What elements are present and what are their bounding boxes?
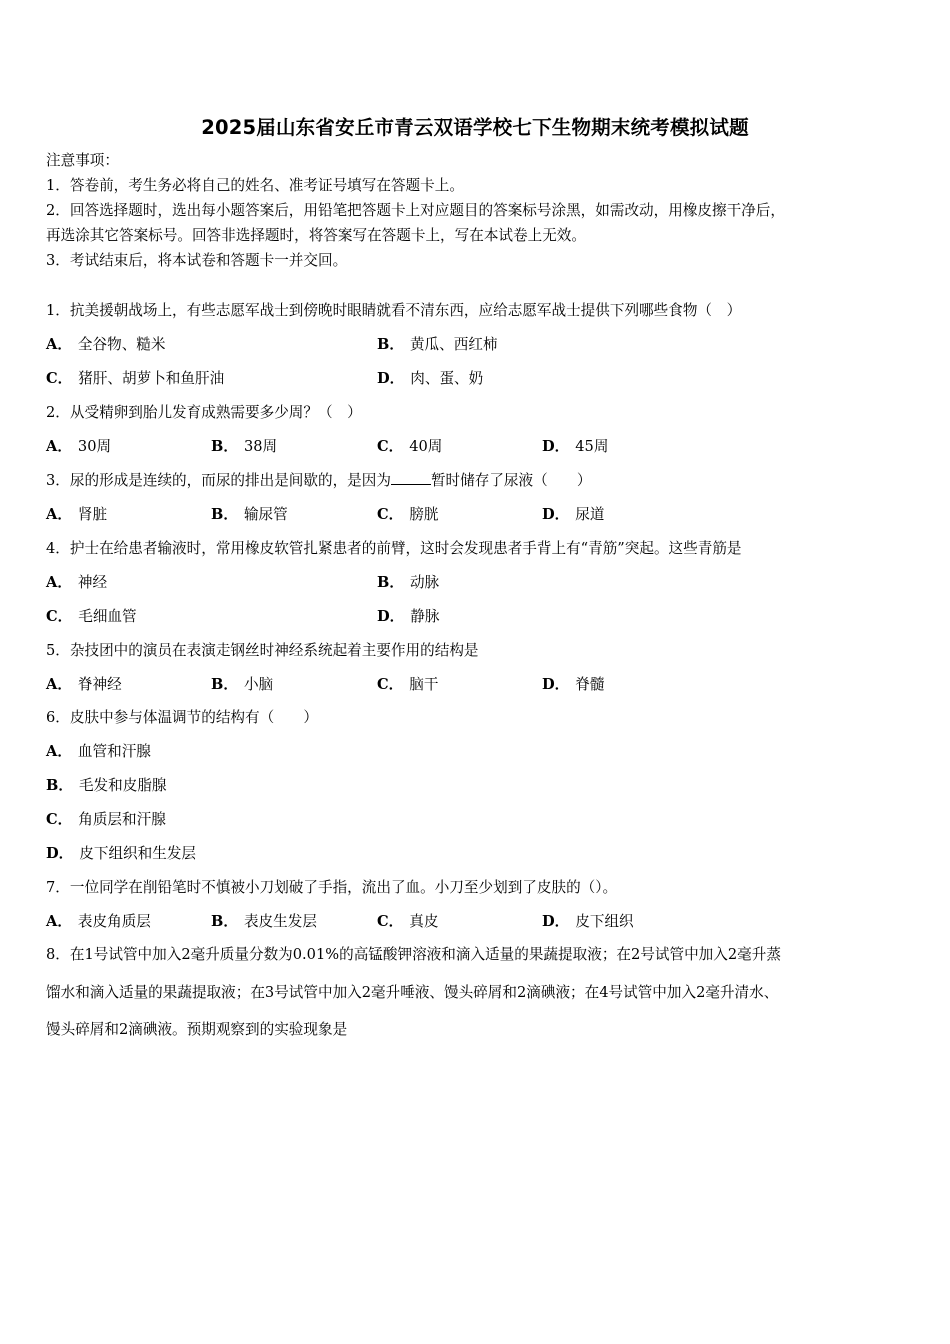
question-6-option-b[interactable]: B． 毛发和皮脂腺 [46, 777, 167, 794]
notice-heading: 注意事项： [46, 152, 119, 169]
question-7-option-c[interactable]: C． 真皮 [377, 913, 439, 930]
question-5-option-a[interactable]: A． 脊神经 [46, 676, 122, 693]
question-8-stem-line: 馒头碎屑和2滴碘液。预期观察到的实验现象是 [46, 1021, 348, 1038]
notice-item: 2．回答选择题时，选出每小题答案后，用铅笔把答题卡上对应题目的答案标号涂黑，如需改动，用橡皮擦干净后， [46, 202, 785, 219]
question-5-option-c[interactable]: C． 脑干 [377, 676, 439, 693]
question-3-option-c[interactable]: C． 膀胱 [377, 506, 439, 523]
question-6-stem: 6．皮肤中参与体温调节的结构有（ ） [46, 709, 318, 726]
notice-item: 1．答卷前，考生务必将自己的姓名、准考证号填写在答题卡上。 [46, 177, 464, 194]
question-3-stem: 3．尿的形成是连续的，而尿的排出是间歇的，是因为 暂时储存了尿液（ ） [46, 472, 592, 489]
question-1-option-d[interactable]: D． 肉、蛋、奶 [377, 370, 484, 387]
question-4-option-c[interactable]: C． 毛细血管 [46, 608, 137, 625]
question-8-stem-line: 8．在1号试管中加入2毫升质量分数为0.01%的高锰酸钾溶液和滴入适量的果蔬提取液；在2号试管中加入2毫升蒸 [46, 946, 781, 963]
question-2-option-a[interactable]: A． 30周 [46, 438, 112, 455]
question-4-option-b[interactable]: B． 动脉 [377, 574, 440, 591]
question-1-option-c[interactable]: C． 猪肝、胡萝卜和鱼肝油 [46, 370, 225, 387]
page-title: 2025届山东省安丘市青云双语学校七下生物期末统考模拟试题 [201, 116, 749, 139]
question-2-option-b[interactable]: B． 38周 [211, 438, 278, 455]
question-7-option-b[interactable]: B． 表皮生发层 [211, 913, 317, 930]
question-6-option-a[interactable]: A． 血管和汗腺 [46, 743, 151, 760]
question-3-option-a[interactable]: A． 肾脏 [46, 506, 108, 523]
question-6-option-d[interactable]: D． 皮下组织和生发层 [46, 845, 197, 862]
question-7-option-a[interactable]: A． 表皮角质层 [46, 913, 151, 930]
question-5-stem: 5．杂技团中的演员在表演走钢丝时神经系统起着主要作用的结构是 [46, 642, 479, 659]
question-3-option-d[interactable]: D． 尿道 [542, 506, 605, 523]
question-3-option-b[interactable]: B． 输尿管 [211, 506, 288, 523]
question-1-stem: 1．抗美援朝战场上，有些志愿军战士到傍晚时眼睛就看不清东西，应给志愿军战士提供下列哪些食物（ ） [46, 302, 742, 319]
question-4-option-d[interactable]: D． 静脉 [377, 608, 440, 625]
question-2-stem: 2．从受精卵到胎儿发育成熟需要多少周？（ ） [46, 404, 362, 421]
question-7-option-d[interactable]: D． 皮下组织 [542, 913, 634, 930]
question-1-option-b[interactable]: B． 黄瓜、西红柿 [377, 336, 498, 353]
question-4-option-a[interactable]: A． 神经 [46, 574, 108, 591]
question-2-option-c[interactable]: C． 40周 [377, 438, 443, 455]
question-1-option-a[interactable]: A． 全谷物、糙米 [46, 336, 166, 353]
question-8-stem-line: 馏水和滴入适量的果蔬提取液；在3号试管中加入2毫升唾液、馒头碎屑和2滴碘液；在4号试管中加入2毫升清水、 [46, 984, 779, 1001]
question-4-stem: 4．护士在给患者输液时，常用橡皮软管扎紧患者的前臂，这时会发现患者手背上有“青筋”突起。这些青筋是 [46, 540, 742, 557]
question-6-option-c[interactable]: C． 角质层和汗腺 [46, 811, 166, 828]
question-7-stem: 7．一位同学在削铅笔时不慎被小刀划破了手指，流出了血。小刀至少划到了皮肤的（）。 [46, 879, 618, 896]
notice-item: 再选涂其它答案标号。回答非选择题时，将答案写在答题卡上，写在本试卷上无效。 [46, 227, 586, 244]
question-5-option-d[interactable]: D． 脊髓 [542, 676, 605, 693]
question-2-option-d[interactable]: D． 45周 [542, 438, 609, 455]
question-5-option-b[interactable]: B． 小脑 [211, 676, 274, 693]
answer-blank[interactable] [391, 472, 431, 485]
notice-item: 3．考试结束后，将本试卷和答题卡一并交回。 [46, 252, 348, 269]
